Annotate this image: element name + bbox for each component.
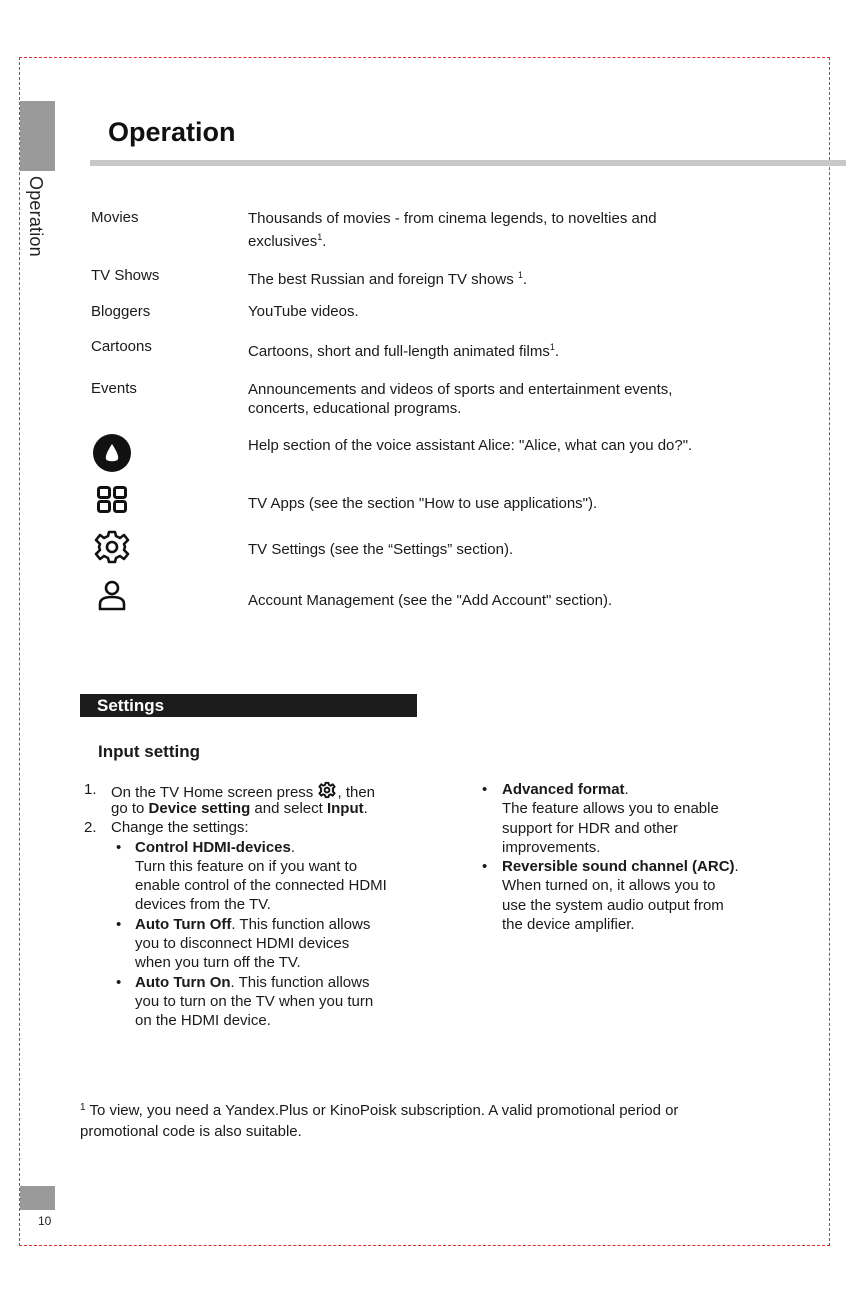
row-description: Account Management (see the "Add Account" section). bbox=[248, 592, 613, 609]
row-description: Help section of the voice assistant Alice: "Alice, what can you do?". bbox=[248, 437, 693, 454]
row-description: Cartoons, short and full-length animated films$^1$. bbox=[248, 342, 560, 360]
row-label: Cartoons bbox=[91, 338, 152, 355]
page-number-tab bbox=[20, 1186, 55, 1210]
gear-icon bbox=[317, 780, 337, 800]
row-label: Events bbox=[91, 380, 137, 397]
row-description: Announcements and videos of sports and entertainment events, concerts, educational programs. bbox=[248, 381, 673, 417]
bullet-auto-turn-off: • Auto Turn Off. This function allows you to disconnect HDMI devices when you turn off the TV. bbox=[116, 915, 371, 972]
row-label: Movies bbox=[91, 209, 139, 226]
row-description: TV Settings (see the “Settings” section). bbox=[248, 541, 514, 558]
side-section-label: Operation bbox=[26, 176, 46, 257]
title-divider bbox=[90, 160, 846, 166]
row-description: The best Russian and foreign TV shows $^1$. bbox=[248, 270, 528, 288]
row-description: Thousands of movies - from cinema legends, to novelties and exclusives$^1$. bbox=[248, 210, 657, 250]
bullet-advanced-format: • Advanced format. The feature allows you to enable support for HDR and other improvements. bbox=[482, 781, 719, 856]
hdmi-bullets bbox=[84, 838, 444, 1031]
bullet-arc: • Reversible sound channel (ARC). When turned on, it allows you to use the system audio output from the device amplifier. bbox=[482, 858, 739, 934]
side-tab bbox=[20, 101, 55, 171]
alice-icon bbox=[91, 432, 133, 474]
step-1-line-2: go to Device setting and select Input. bbox=[111, 800, 368, 817]
bullet-control-hdmi: • Control HDMI-devices. Turn this feature on if you want to enable control of the connected HDMI devices from the TV. bbox=[116, 838, 387, 914]
steps-list bbox=[84, 780, 444, 1031]
input-setting-heading: Input setting bbox=[98, 742, 200, 761]
footnote: $^1$ To view, you need a Yandex.Plus or KinoPoisk subscription. A valid promotional period or promotional code is also suitable. bbox=[80, 1102, 679, 1140]
apps-icon bbox=[91, 484, 133, 526]
settings-section-header bbox=[80, 694, 417, 717]
bullet-auto-turn-on: • Auto Turn On. This function allows you to turn on the TV when you turn on the HDMI device. bbox=[116, 973, 374, 1030]
row-description: TV Apps (see the section "How to use applications"). bbox=[248, 495, 598, 512]
row-label: Bloggers bbox=[91, 303, 151, 320]
settings-header-label: Settings bbox=[97, 696, 165, 715]
right-bullets bbox=[482, 780, 802, 934]
row-description: YouTube videos. bbox=[248, 303, 359, 320]
row-label: TV Shows bbox=[91, 267, 160, 284]
step-2: 2. Change the settings: bbox=[84, 819, 249, 837]
page-number: 10 bbox=[38, 1214, 52, 1228]
step-1-line-1: 1. On the TV Home screen press , then bbox=[84, 781, 376, 801]
account-icon bbox=[91, 578, 133, 620]
gear-icon bbox=[91, 528, 133, 570]
page-title: Operation bbox=[108, 117, 236, 147]
